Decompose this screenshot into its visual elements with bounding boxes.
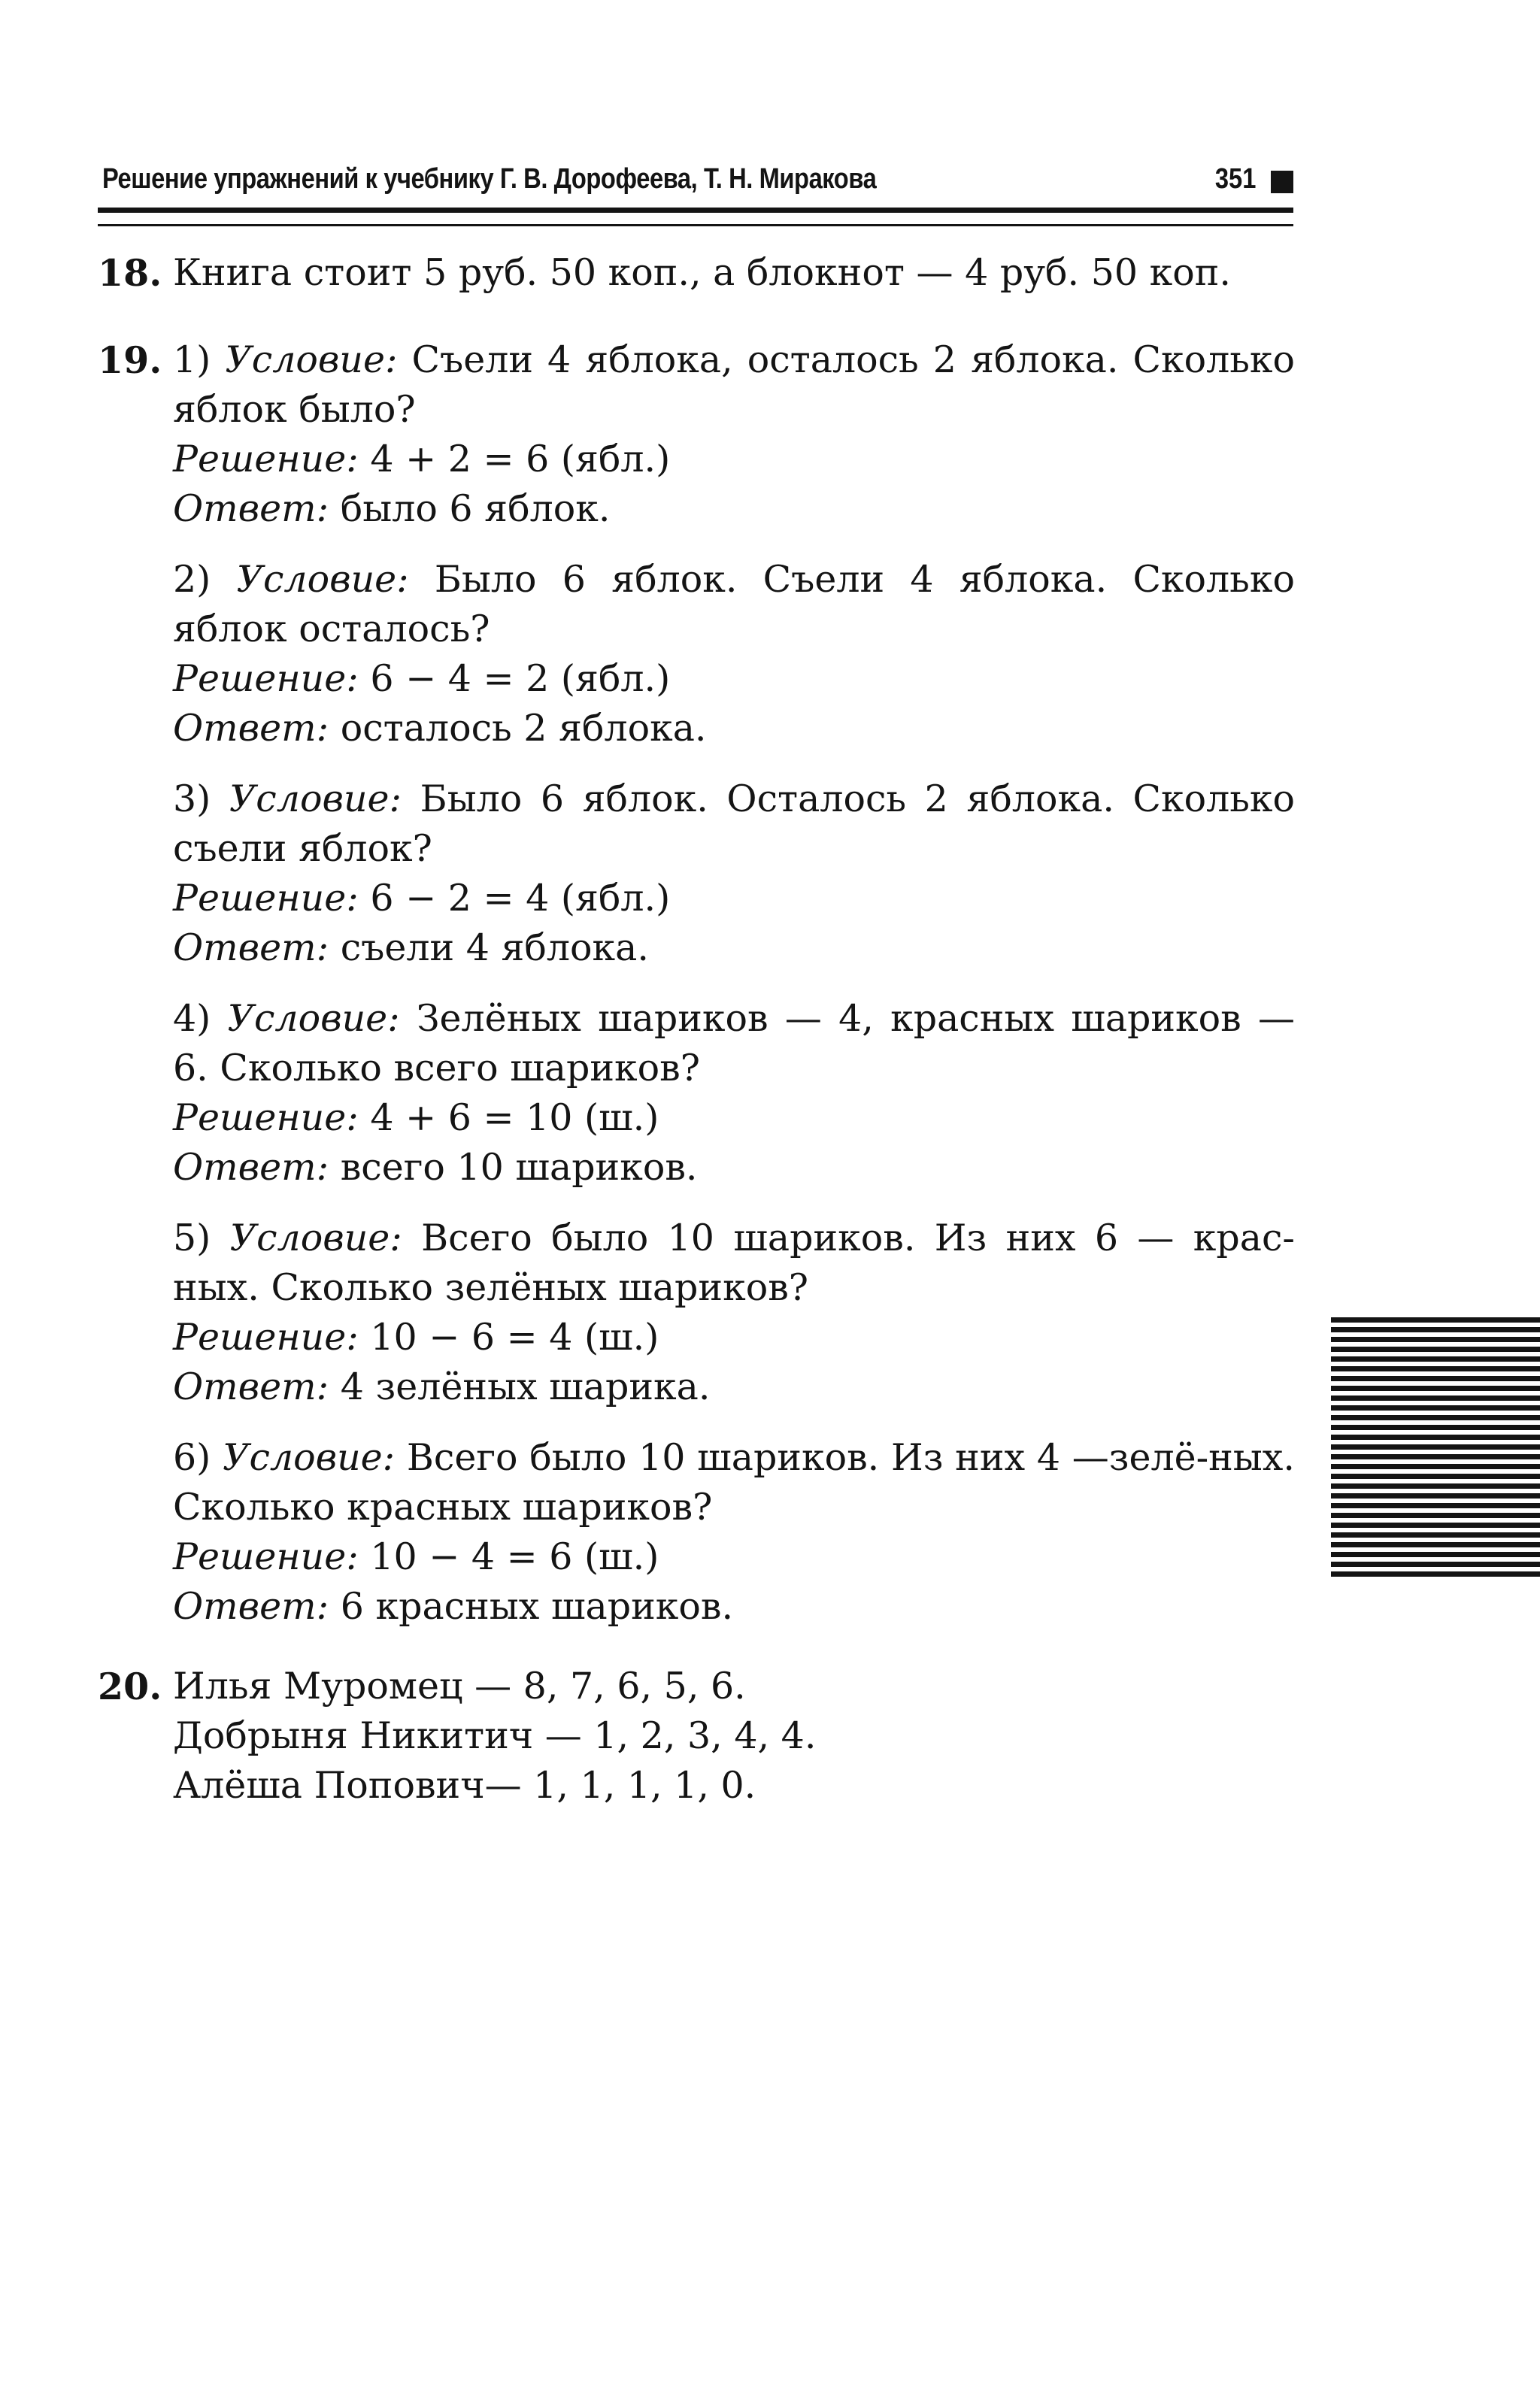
problem-solution [173, 874, 1295, 923]
problem-solution [173, 435, 1295, 484]
margin-tab-stripes [1331, 1317, 1540, 1579]
answer-text: всего 10 шариков. [340, 1146, 698, 1189]
problem-item [173, 1433, 1295, 1632]
condition-text: Всего было 10 шариков. Из них 4 —зелё-ных. Сколько красных шариков? [173, 1436, 1296, 1529]
header-rule-thick [98, 208, 1293, 213]
solution-label: Решение: [173, 1096, 359, 1139]
problem-solution [173, 1532, 1295, 1582]
header-title: Решение упражнений к учебнику Г. В. Дорофеева, Т. Н. Миракова [102, 163, 877, 195]
result-line: Илья Муромец — 8, 7, 6, 5, 6. [173, 1665, 746, 1708]
solution-label: Решение: [173, 1535, 359, 1578]
square-marker-icon [1271, 171, 1293, 193]
exercise-text: Книга стоит 5 руб. 50 коп., а блокнот — 4 руб. 50 коп. [173, 251, 1231, 294]
item-number: 6) [173, 1436, 211, 1479]
problem-answer [173, 704, 1295, 753]
problem-answer [173, 1582, 1295, 1632]
answer-label: Ответ: [173, 926, 329, 969]
page-body [98, 248, 1295, 1811]
item-number: 1) [173, 338, 211, 381]
item-number: 4) [173, 997, 211, 1040]
answer-text: осталось 2 яблока. [340, 707, 707, 750]
problem-solution [173, 1093, 1295, 1143]
answer-label: Ответ: [173, 487, 329, 530]
problem-item [173, 774, 1295, 973]
condition-text: Было 6 яблок. Съели 4 яблока. Сколько яблок осталось? [173, 558, 1295, 650]
header-rule-thin [98, 224, 1293, 226]
condition-text: Съели 4 яблока, осталось 2 яблока. Сколько яблок было? [173, 338, 1296, 431]
running-header [98, 154, 1293, 214]
condition-text: Было 6 яблок. Осталось 2 яблока. Сколько съели яблок? [173, 777, 1296, 870]
solution-text: 4 + 2 = 6 (ябл.) [370, 438, 671, 480]
condition-label: Условие: [236, 558, 409, 601]
problem-condition [173, 1433, 1295, 1532]
result-line: Добрыня Никитич — 1, 2, 3, 4, 4. [173, 1714, 817, 1757]
condition-label: Условие: [229, 777, 402, 820]
solution-label: Решение: [173, 877, 359, 920]
solution-text: 10 − 4 = 6 (ш.) [370, 1535, 659, 1578]
exercise-number: 18. [98, 251, 162, 295]
solution-text: 6 − 2 = 4 (ябл.) [370, 877, 671, 920]
problem-answer [173, 1362, 1295, 1412]
solution-label: Решение: [173, 657, 359, 700]
condition-text: Зелёных шариков — 4, красных шариков — 6. Сколько всего шариков? [173, 997, 1296, 1089]
problem-item [173, 335, 1295, 534]
answer-text: 4 зелёных шарика. [340, 1365, 711, 1408]
problem-condition [173, 335, 1295, 435]
condition-text: Всего было 10 шариков. Из них 6 — крас-ных. Сколько зелёных шариков? [173, 1217, 1295, 1309]
problem-condition [173, 774, 1295, 874]
item-number: 2) [173, 558, 211, 601]
solution-text: 4 + 6 = 10 (ш.) [370, 1096, 659, 1139]
item-number: 3) [173, 777, 211, 820]
problem-condition [173, 1214, 1295, 1313]
problem-solution [173, 654, 1295, 704]
item-number: 5) [173, 1217, 211, 1259]
solution-text: 6 − 4 = 2 (ябл.) [370, 657, 671, 700]
problem-item [173, 555, 1295, 753]
answer-label: Ответ: [173, 707, 329, 750]
problem-item [173, 994, 1295, 1192]
condition-label: Условие: [229, 1217, 402, 1259]
answer-text: было 6 яблок. [340, 487, 611, 530]
condition-label: Условие: [227, 997, 400, 1040]
result-line: Алёша Попович— 1, 1, 1, 1, 0. [173, 1764, 756, 1807]
condition-label: Условие: [223, 1436, 396, 1479]
condition-label: Условие: [225, 338, 398, 381]
exercise-number: 19. [98, 338, 162, 382]
solution-label: Решение: [173, 1316, 359, 1359]
exercise-19 [98, 335, 1295, 1632]
solution-label: Решение: [173, 438, 359, 480]
problem-answer [173, 923, 1295, 973]
exercise-20 [98, 1662, 1295, 1811]
solution-text: 10 − 6 = 4 (ш.) [370, 1316, 659, 1359]
answer-label: Ответ: [173, 1585, 329, 1628]
problem-condition [173, 555, 1295, 654]
problem-condition [173, 994, 1295, 1093]
answer-label: Ответ: [173, 1365, 329, 1408]
problem-item [173, 1214, 1295, 1412]
exercise-18 [98, 248, 1295, 298]
problem-solution [173, 1313, 1295, 1362]
problem-answer [173, 484, 1295, 534]
problem-answer [173, 1143, 1295, 1192]
exercise-number: 20. [98, 1665, 162, 1708]
answer-text: 6 красных шариков. [340, 1585, 734, 1628]
page-number: 351 [1214, 163, 1256, 195]
answer-text: съели 4 яблока. [340, 926, 649, 969]
answer-label: Ответ: [173, 1146, 329, 1189]
